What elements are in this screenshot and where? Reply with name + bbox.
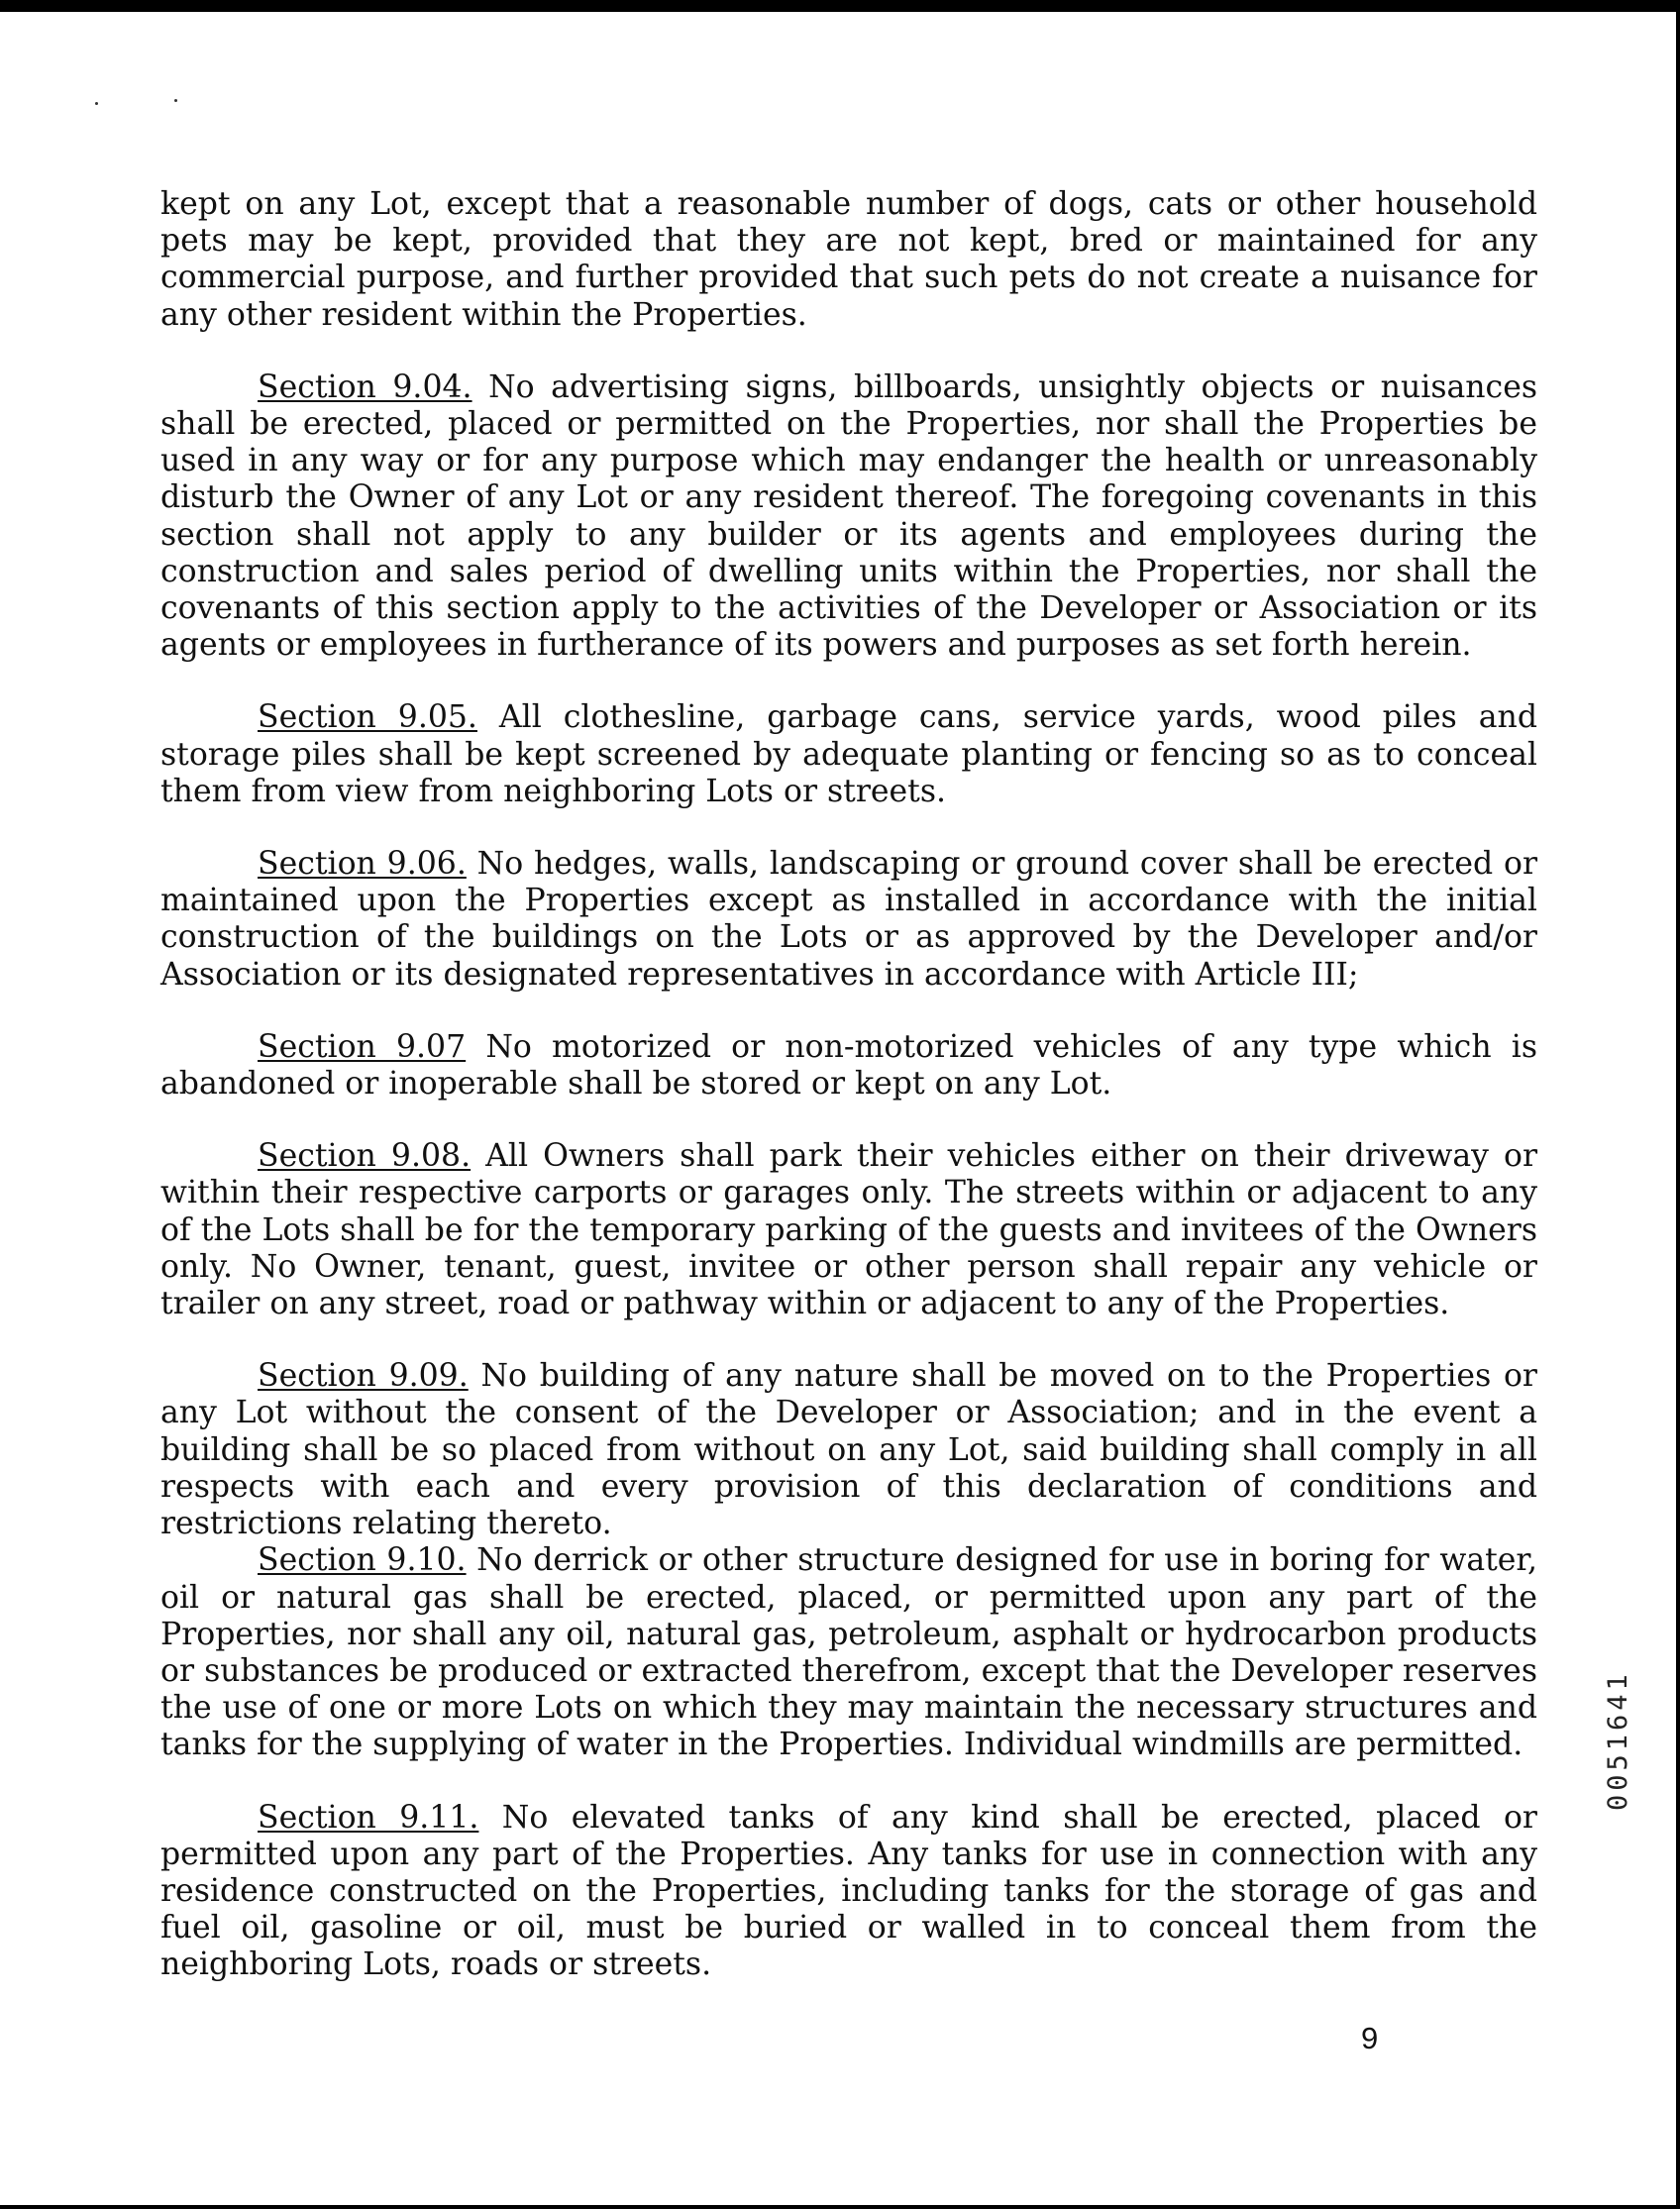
section-text: No advertising signs, billboards, unsightly objects or nuisances shall be erected, placed or permitted on the Properties, nor shall the Properties be used in any way or for any purpose which may endanger the health or unreasonably disturb the Owner of any Lot or any resident thereof. The foregoing covenants in this section shall not apply to any builder or its agents and employees during the construction and sales period of dwelling units within the Properties, nor shall the covenants of this section apply to the activities of the Developer or Association or its agents or employees in furtherance of its powers and purposes as set forth herein.	[160, 368, 1537, 664]
section-heading: Section 9.07	[258, 1028, 467, 1065]
section-9-07	[160, 1029, 1537, 1103]
document-body	[160, 186, 1537, 1984]
section-heading: Section 9.06.	[258, 846, 467, 883]
section-9-05	[160, 699, 1537, 810]
section-9-09	[160, 1358, 1537, 1542]
section-text: All clothesline, garbage cans, service yards, wood piles and storage piles shall be kept screened by adequate planting or fencing so as to conceal them from view from neighboring Lots or streets.	[160, 699, 1537, 809]
section-text: All Owners shall park their vehicles either on their driveway or within their respective carports or garages only. The streets within or adjacent to any of the Lots shall be for the temporary parking of the guests and invitees of the Owners only. No Owner, tenant, guest, invitee or other person shall repair any vehicle or trailer on any street, road or pathway within or adjacent to any of the Properties.	[160, 1138, 1538, 1322]
section-text: No building of any nature shall be moved on to the Properties or any Lot without the consent of the Developer or Association; and in the event a building shall be so placed from without on any Lot, said building shall comply in all respects with each and every provision of this declaration of conditions and restrictions relating thereto.	[160, 1358, 1537, 1542]
section-heading: Section 9.08.	[258, 1138, 472, 1175]
scan-top-border	[0, 0, 1680, 12]
section-heading: Section 9.10.	[258, 1542, 467, 1579]
section-text: No elevated tanks of any kind shall be erected, placed or permitted upon any part of the Properties. Any tanks for use in connection with any residence constructed on the Properties, including tanks for the storage of gas and fuel oil, gasoline or oil, must be buried or walled in to conceal them from the neighboring Lots, roads or streets.	[160, 1799, 1537, 1983]
section-9-06	[160, 846, 1537, 994]
section-heading: Section 9.09.	[258, 1358, 469, 1395]
section-9-08	[160, 1138, 1537, 1322]
scan-right-border	[1676, 0, 1680, 2209]
scan-bottom-border	[0, 2205, 1680, 2209]
side-stamp: 0051641	[1603, 1670, 1633, 1811]
paragraph-text: kept on any Lot, except that a reasonable number of dogs, cats or other household pets may be kept, provided that they are not kept, bred or maintained for any commercial purpose, and further provided that such pets do not create a nuisance for any other resident within the Properties.	[160, 186, 1537, 333]
section-text: No derrick or other structure designed for use in boring for water, oil or natural gas shall be erected, placed, or permitted upon any part of the Properties, nor shall any oil, natural gas, petroleum, asphalt or hydrocarbon products or substances be produced or extracted therefrom, except that the Developer reserves the use of one or more Lots on which they may maintain the necessary structures and tanks for the supplying of water in the Properties. Individual windmills are permitted.	[160, 1542, 1538, 1763]
scan-speck	[95, 102, 98, 105]
section-text: No hedges, walls, landscaping or ground cover shall be erected or maintained upon the Properties except as installed in accordance with the initial construction of the buildings on the Lots or as approved by the Developer and/or Association or its designated representatives in accordance with Article III;	[160, 846, 1538, 993]
section-9-10	[160, 1542, 1537, 1763]
page-number: 9	[1361, 2021, 1379, 2055]
scan-speck	[174, 99, 177, 102]
section-9-04	[160, 369, 1537, 665]
section-9-11	[160, 1800, 1537, 1984]
section-heading: Section 9.11.	[258, 1799, 479, 1836]
section-heading: Section 9.04.	[258, 368, 472, 405]
section-text: No motorized or non-motorized vehicles of any type which is abandoned or inoperable shall be stored or kept on any Lot.	[160, 1028, 1537, 1103]
paragraph-pets-continuation	[160, 186, 1537, 334]
section-heading: Section 9.05.	[258, 699, 477, 736]
